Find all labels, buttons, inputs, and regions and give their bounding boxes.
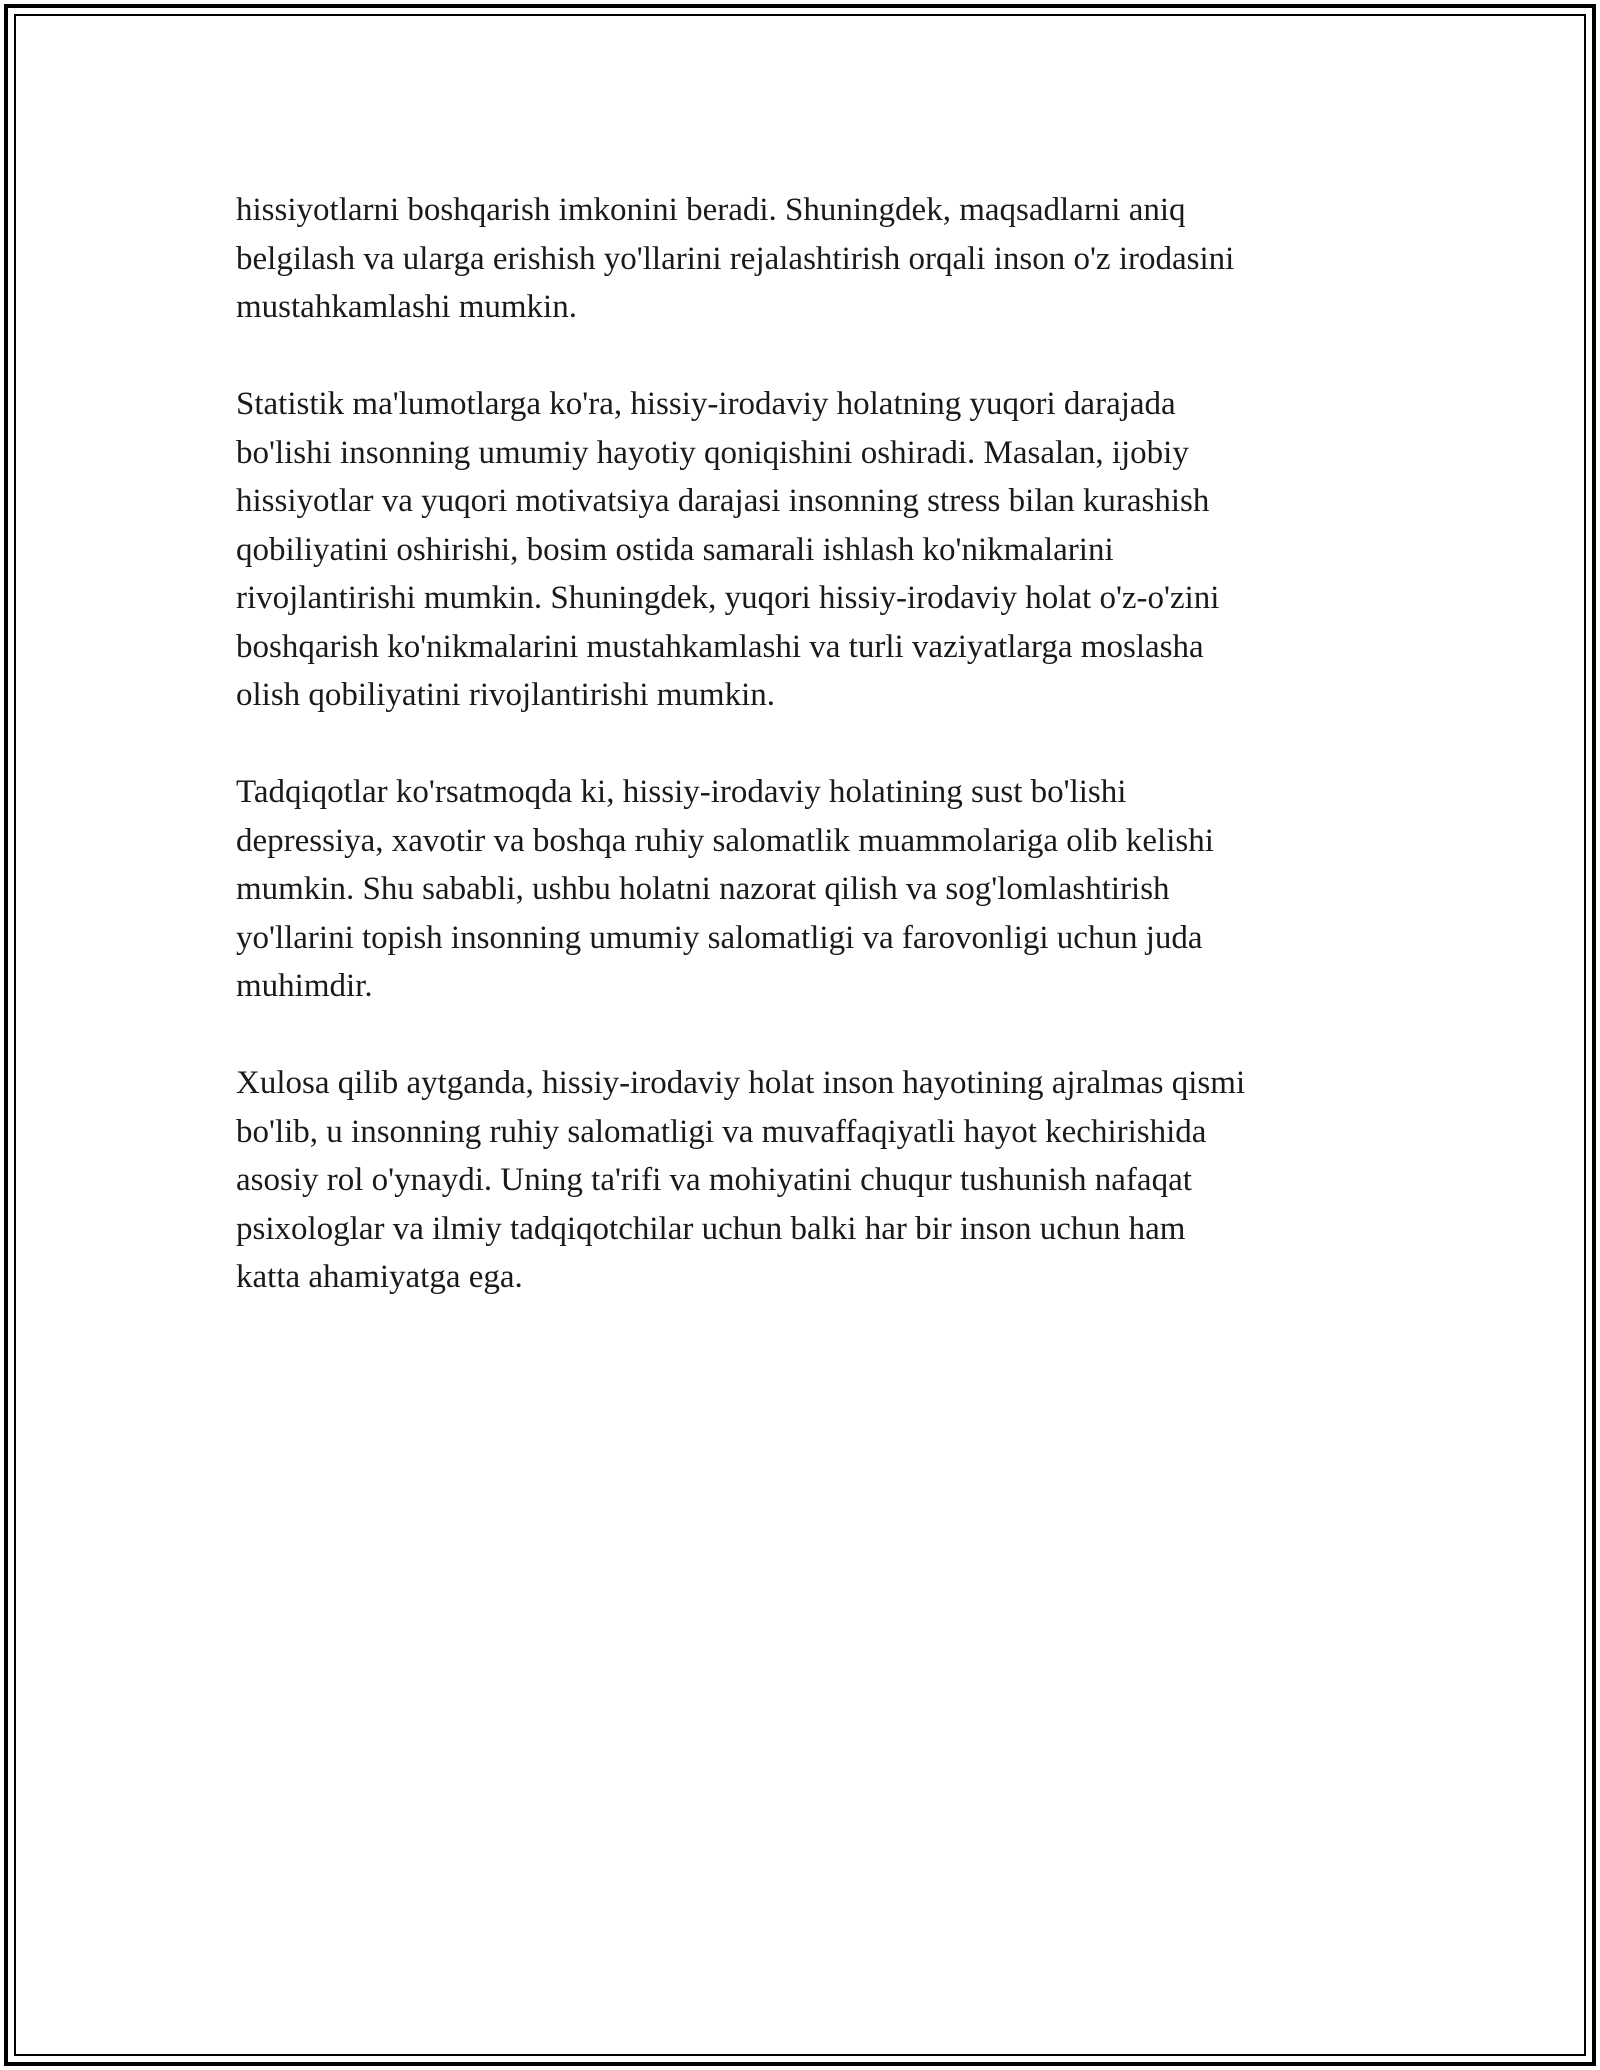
paragraph-2: Statistik ma'lumotlarga ko'ra, hissiy-irodaviy holatning yuqori darajada bo'lishi insonning umumiy hayotiy qoniqishini oshiradi. Masalan, ijobiy hissiyotlar va yuqori motivatsiya darajasi insonning stress bilan kurashish qobiliyatini oshirishi, bosim ostida samarali ishlash ko'nikmalarini rivojlantirishi mumkin. Shuningdek, yuqori hissiy-irodaviy holat o'z-o'zini boshqarish ko'nikmalarini mustahkamlashi va turli vaziyatlarga moslasha olish qobiliyatini rivojlantirishi mumkin. (236, 386, 1220, 713)
paragraph-4: Xulosa qilib aytganda, hissiy-irodaviy holat inson hayotining ajralmas qismi bo'lib, u insonning ruhiy salomatligi va muvaffaqiyatli hayot kechirishida asosiy rol o'ynaydi. Uning ta'rifi va mohiyatini chuqur tushunish nafaqat psixologlar va ilmiy tadqiqotchilar uchun balki har bir inson uchun ham katta ahamiyatga ega. (236, 1065, 1246, 1295)
paragraph-1: hissiyotlarni boshqarish imkonini beradi. Shuningdek, maqsadlarni aniq belgilash va ularga erishish yo'llarini rejalashtirish orqali inson o'z irodasini mustahkamlashi mumkin. (236, 192, 1235, 325)
document-body (236, 186, 1366, 1350)
paragraph-3: Tadqiqotlar ko'rsatmoqda ki, hissiy-irodaviy holatining sust bo'lishi depressiya, xavotir va boshqa ruhiy salomatlik muammolariga olib kelishi mumkin. Shu sababli, ushbu holatni nazorat qilish va sog'lomlashtirish yo'llarini topish insonning umumiy salomatligi va farovonligi uchun juda muhimdir. (236, 774, 1214, 1004)
